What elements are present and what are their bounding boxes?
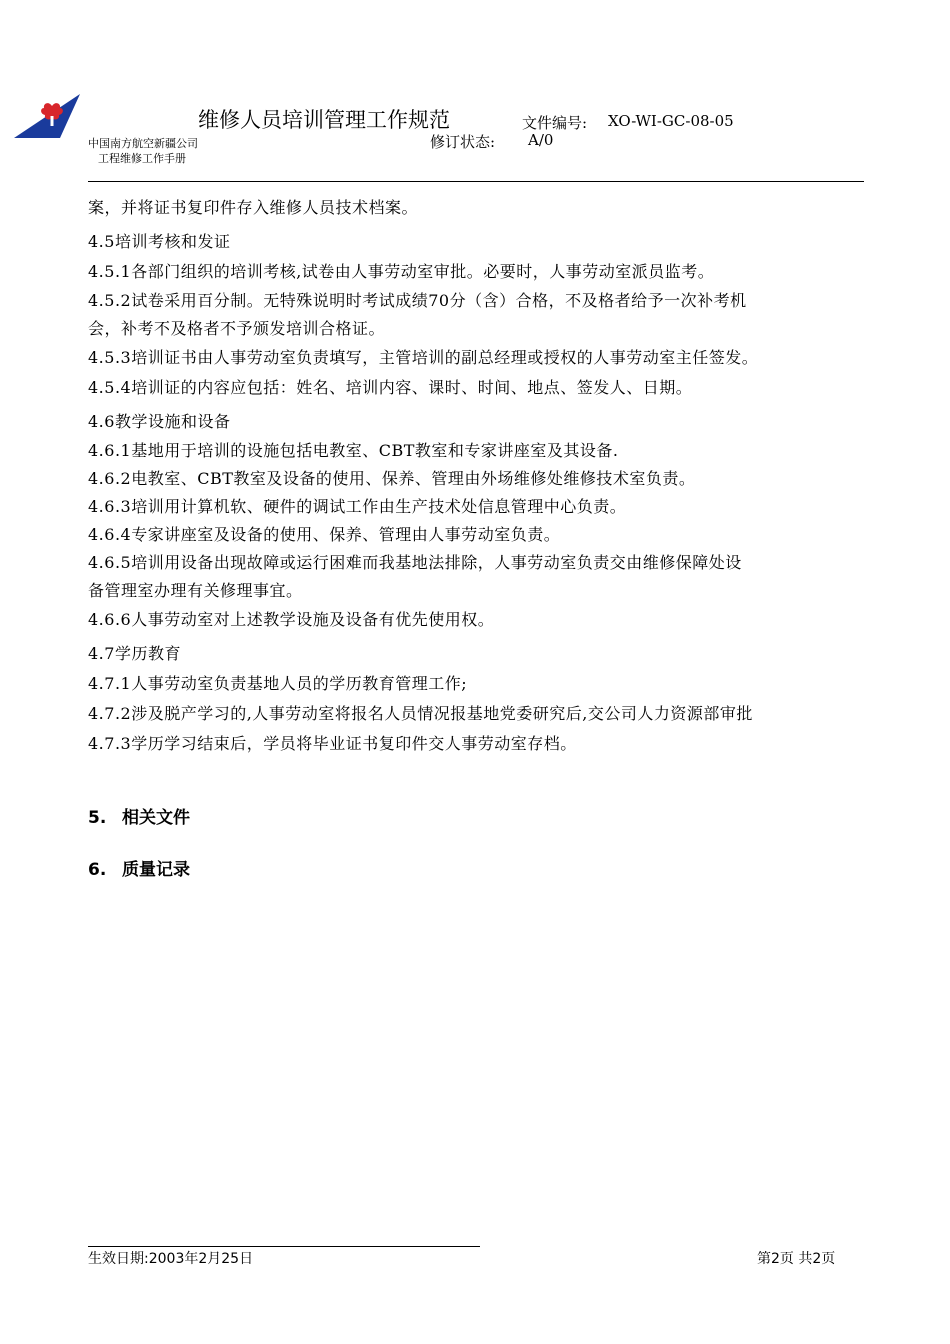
body-line: 4.5.1各部门组织的培训考核,试卷由人事劳动室审批。必要时，人事劳动室派员监考。 — [88, 262, 715, 281]
footer-divider — [88, 1246, 480, 1247]
body-line: 4.6.4专家讲座室及设备的使用、保养、管理由人事劳动室负责。 — [88, 525, 561, 544]
revision-value: A/0 — [528, 131, 554, 149]
page-number: 第2页 共2页 — [757, 1251, 836, 1267]
body-line: 4.6.3培训用计算机软、硬件的调试工作由生产技术处信息管理中心负责。 — [88, 497, 627, 516]
body-line: 4.6.1基地用于培训的设施包括电教室、CBT教室和专家讲座室及其设备. — [88, 441, 619, 460]
body-line: 4.7.2涉及脱产学习的,人事劳动室将报名人员情况报基地党委研究后,交公司人力资源部审批 — [88, 704, 753, 723]
body-line: 4.7.1人事劳动室负责基地人员的学历教育管理工作; — [88, 674, 468, 693]
company-name: 中国南方航空新疆公司 — [88, 137, 198, 150]
body-line: 案，并将证书复印件存入维修人员技术档案。 — [88, 198, 419, 217]
body-line: 4.6.2电教室、CBT教室及设备的使用、保养、管理由外场维修处维修技术室负责。 — [88, 469, 696, 488]
body-line: 备管理室办理有关修理事宜。 — [88, 581, 303, 600]
subsection-heading: 4.7学历教育 — [88, 644, 181, 663]
company-logo — [12, 92, 82, 140]
header-divider — [88, 181, 864, 182]
section-title: 质量记录 — [122, 860, 190, 880]
revision-label: 修订状态: — [430, 133, 496, 151]
body-line: 4.6.6人事劳动室对上述教学设施及设备有优先使用权。 — [88, 610, 495, 629]
effective-date: 生效日期:2003年2月25日 — [88, 1251, 254, 1267]
body-line: 4.5.2试卷采用百分制。无特殊说明时考试成绩70分（含）合格，不及格者给予一次补考机 — [88, 291, 747, 310]
manual-name: 工程维修工作手册 — [98, 152, 186, 165]
body-line: 4.5.4培训证的内容应包括：姓名、培训内容、课时、时间、地点、签发人、日期。 — [88, 378, 693, 397]
document-body — [88, 193, 878, 759]
section-number: 6. — [88, 860, 107, 880]
subsection-heading: 4.5培训考核和发证 — [88, 232, 231, 251]
body-line: 会，补考不及格者不予颁发培训合格证。 — [88, 319, 386, 338]
doc-number-value: XO-WI-GC-08-05 — [608, 112, 734, 130]
section-number: 5. — [88, 808, 107, 828]
document-title: 维修人员培训管理工作规范 — [198, 108, 450, 132]
section-title: 相关文件 — [122, 808, 190, 828]
section-heading — [88, 803, 190, 828]
doc-number-label: 文件编号: — [522, 114, 588, 132]
body-line: 4.7.3学历学习结束后，学员将毕业证书复印件交人事劳动室存档。 — [88, 734, 577, 753]
section-heading — [88, 855, 190, 880]
subsection-heading: 4.6教学设施和设备 — [88, 412, 231, 431]
body-line: 4.6.5培训用设备出现故障或运行困难而我基地法排除，人事劳动室负责交由维修保障处设 — [88, 553, 742, 572]
body-line: 4.5.3培训证书由人事劳动室负责填写，主管培训的副总经理或授权的人事劳动室主任签发。 — [88, 348, 759, 367]
